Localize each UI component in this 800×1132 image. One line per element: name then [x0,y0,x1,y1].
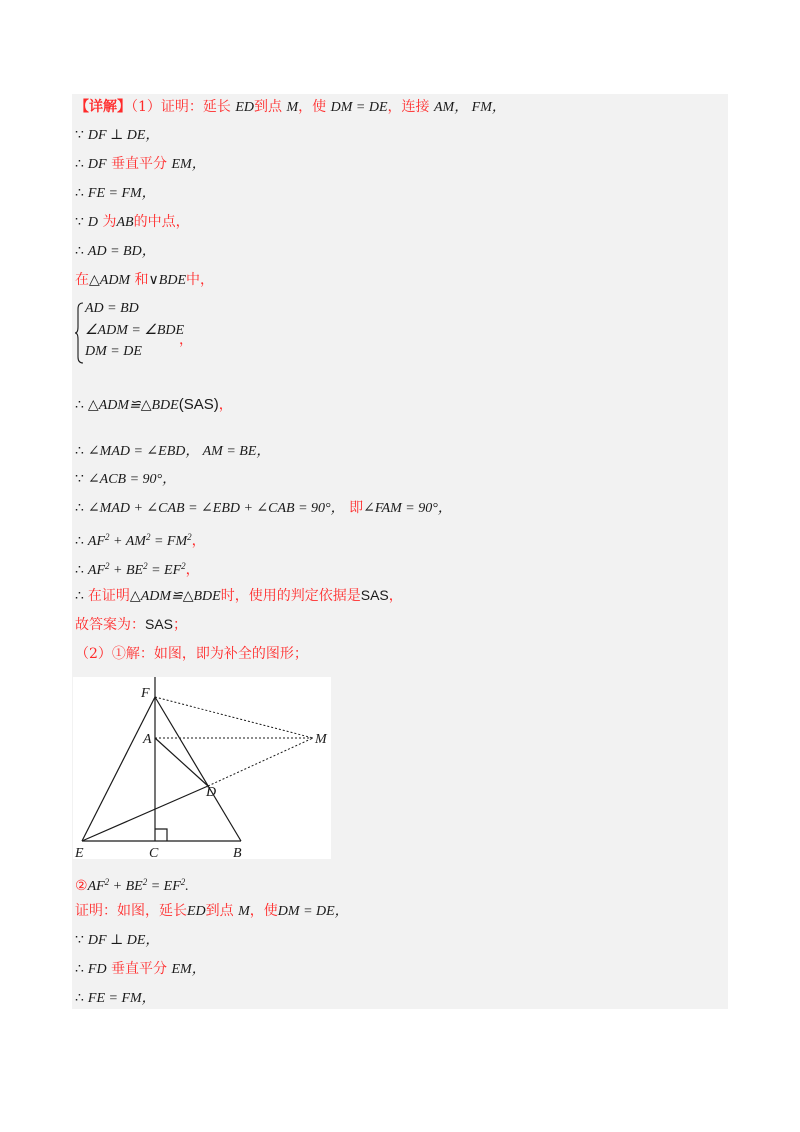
line-6: ∴ AD = BD， [75,243,156,259]
line-11: ∴ ∠MAD + ∠CAB = ∠EBD + ∠CAB = 90°， 即∠FAM = 90°， [75,500,452,516]
dotted-dm [208,738,313,786]
label-c: C [149,846,159,859]
segment-ed [82,786,208,841]
system-row-1: AD = BD [85,301,139,316]
line-19: ∵ DF ⊥ DE， [75,932,160,948]
line-2: ∵ DF ⊥ DE， [75,127,160,143]
line-14: ∴ 在证明△ADM≌△BDE时，使用的判定依据是SAS， [75,587,403,604]
right-angle-mark [155,829,167,841]
line-4: ∴ FE = FM， [75,185,156,201]
line-5: ∵ D 为AB的中点， [75,214,190,230]
line-10: ∵ ∠ACB = 90°， [75,471,177,487]
line-18: 证明：如图，延长ED到点 M，使DM = DE， [75,903,349,919]
line-8: ∴ △ADM≌△BDE(SAS)， [75,396,233,413]
system-comma: ， [179,333,193,348]
dotted-fm [155,697,313,738]
line-16: （2）①解：如图，即为补全的图形； [75,646,308,662]
triangle-diagram [73,677,331,859]
segment-fb [155,697,241,841]
label-e: E [75,846,84,859]
label-d: D [206,785,217,800]
line-9: ∴ ∠MAD = ∠EBD， AM = BE， [75,443,271,459]
label-f: F [141,686,150,701]
line-3: ∴ DF 垂直平分 EM， [75,156,206,172]
geometry-figure [73,677,331,859]
system-row-2: ∠ADM = ∠BDE [85,323,185,338]
line-17: $②AF^2 + BE^2 = EF^2$. [75,877,189,894]
segment-ef [82,697,155,841]
system-row-3: DM = DE [85,344,142,359]
label-a: A [143,732,152,747]
left-brace-icon [75,301,85,365]
line-1: 【详解】（1）证明：延长 ED到点 M，使 DM = DE，连接 AM， FM， [75,99,506,115]
line-15: 故答案为：SAS； [75,616,188,633]
line-21: ∴ FE = FM， [75,990,156,1006]
label-b: B [233,846,242,859]
segment-ad [155,738,208,786]
line-7: 在△ADM 和∨BDE中， [75,272,215,288]
label-m: M [315,732,327,747]
line-20: ∴ FD 垂直平分 EM， [75,961,206,977]
line-12: ∴ $AF^2 + AM^2 = FM^2$， [75,532,206,549]
line-13: ∴ $AF^2 + BE^2 = EF^2$， [75,561,200,578]
equation-system [75,301,275,365]
